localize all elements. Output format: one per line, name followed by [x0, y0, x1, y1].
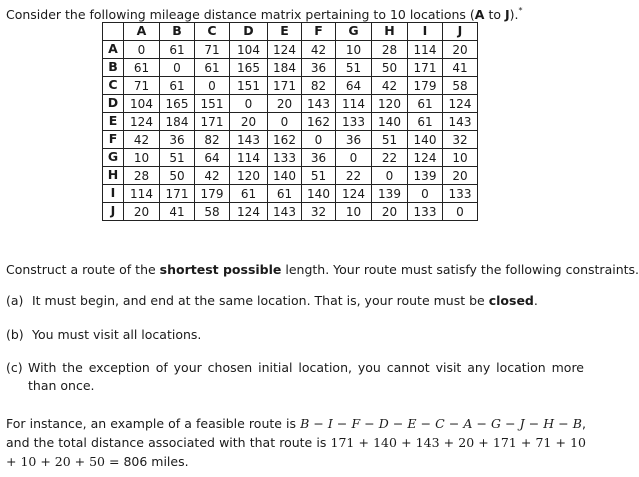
problem-intro: [6, 2, 523, 24]
matrix-cell: 0: [302, 131, 336, 149]
col-header: J: [443, 23, 478, 41]
matrix-cell: 184: [268, 59, 302, 77]
matrix-cell: 10: [124, 149, 160, 167]
matrix-row: [103, 149, 478, 167]
matrix-cell: 124: [124, 113, 160, 131]
constraint-a: [6, 292, 586, 310]
matrix-cell: 104: [230, 41, 268, 59]
matrix-cell: 50: [372, 59, 408, 77]
matrix-cell: 41: [160, 203, 195, 221]
constraint-b: [6, 326, 586, 344]
intro-to: to: [484, 7, 505, 22]
matrix-cell: 143: [443, 113, 478, 131]
matrix-cell: 32: [302, 203, 336, 221]
matrix-cell: 162: [268, 131, 302, 149]
example-sum: 171 + 140 + 143 + 20 + 171 + 71 + 10 + 10 + 20 + 50 =: [6, 435, 586, 469]
constraint-text-end: .: [533, 293, 538, 308]
row-header: B: [103, 59, 124, 77]
matrix-cell: 139: [408, 167, 443, 185]
construct-text-end: length. Your route must satisfy the following constraints.: [281, 262, 639, 277]
matrix-cell: 151: [230, 77, 268, 95]
matrix-cell: 0: [268, 113, 302, 131]
matrix-body: [103, 41, 478, 221]
col-header: C: [195, 23, 230, 41]
matrix-cell: 10: [336, 203, 372, 221]
matrix-cell: 61: [408, 95, 443, 113]
matrix-cell: 124: [336, 185, 372, 203]
matrix-cell: 133: [336, 113, 372, 131]
matrix-cell: 71: [195, 41, 230, 59]
row-header: A: [103, 41, 124, 59]
matrix-cell: 20: [268, 95, 302, 113]
col-header: F: [302, 23, 336, 41]
row-header: D: [103, 95, 124, 113]
matrix-cell: 171: [408, 59, 443, 77]
matrix-cell: 58: [195, 203, 230, 221]
matrix-cell: 36: [302, 149, 336, 167]
matrix-cell: 0: [372, 167, 408, 185]
matrix-cell: 41: [443, 59, 478, 77]
row-header: H: [103, 167, 124, 185]
matrix-cell: 140: [268, 167, 302, 185]
matrix-cell: 42: [302, 41, 336, 59]
matrix-cell: 20: [230, 113, 268, 131]
matrix-cell: 143: [302, 95, 336, 113]
matrix-cell: 171: [268, 77, 302, 95]
matrix-cell: 58: [443, 77, 478, 95]
matrix-cell: 82: [302, 77, 336, 95]
matrix-cell: 114: [124, 185, 160, 203]
matrix-cell: 51: [302, 167, 336, 185]
row-header: J: [103, 203, 124, 221]
matrix-cell: 20: [443, 167, 478, 185]
col-header: D: [230, 23, 268, 41]
example-route-sequence: B − I − F − D − E − C − A − G − J − H − B: [300, 416, 582, 431]
matrix-cell: 133: [443, 185, 478, 203]
matrix-cell: 179: [195, 185, 230, 203]
matrix-cell: 36: [302, 59, 336, 77]
row-header: F: [103, 131, 124, 149]
matrix-cell: 22: [372, 149, 408, 167]
intro-location-a: A: [474, 7, 485, 22]
example-route: [6, 414, 586, 471]
matrix-cell: 20: [443, 41, 478, 59]
matrix-cell: 151: [195, 95, 230, 113]
matrix-cell: 0: [336, 149, 372, 167]
constraint-text: It must begin, and end at the same location. That is, your route must be: [31, 293, 489, 308]
matrix-header-row: [103, 23, 478, 41]
example-text: For instance, an example of a feasible route is: [6, 416, 301, 431]
matrix-cell: 179: [408, 77, 443, 95]
matrix-row: [103, 59, 478, 77]
matrix-cell: 165: [230, 59, 268, 77]
matrix-cell: 120: [372, 95, 408, 113]
matrix-cell: 114: [230, 149, 268, 167]
matrix-cell: 140: [408, 131, 443, 149]
matrix-cell: 42: [124, 131, 160, 149]
matrix-cell: 139: [372, 185, 408, 203]
col-header: I: [408, 23, 443, 41]
matrix-row: [103, 203, 478, 221]
matrix-cell: 36: [336, 131, 372, 149]
col-header: G: [336, 23, 372, 41]
distance-matrix-table: [102, 22, 478, 221]
matrix-cell: 0: [160, 59, 195, 77]
matrix-cell: 140: [372, 113, 408, 131]
matrix-cell: 124: [443, 95, 478, 113]
matrix-cell: 61: [160, 77, 195, 95]
matrix-cell: 64: [195, 149, 230, 167]
row-header: E: [103, 113, 124, 131]
matrix-cell: 61: [268, 185, 302, 203]
matrix-cell: 61: [160, 41, 195, 59]
matrix-cell: 143: [230, 131, 268, 149]
matrix-cell: 51: [336, 59, 372, 77]
construct-bold: shortest possible: [159, 262, 282, 277]
matrix-cell: 32: [443, 131, 478, 149]
matrix-cell: 64: [336, 77, 372, 95]
intro-end: ).: [509, 7, 519, 22]
matrix-cell: 22: [336, 167, 372, 185]
matrix-cell: 10: [443, 149, 478, 167]
matrix-cell: 0: [443, 203, 478, 221]
matrix-row: [103, 41, 478, 59]
matrix-cell: 124: [268, 41, 302, 59]
matrix-cell: 140: [302, 185, 336, 203]
matrix-cell: 51: [160, 149, 195, 167]
constraint-marker: (c): [6, 360, 23, 375]
matrix-cell: 133: [408, 203, 443, 221]
matrix-cell: 71: [124, 77, 160, 95]
matrix-cell: 28: [372, 41, 408, 59]
matrix-cell: 171: [195, 113, 230, 131]
col-header: H: [372, 23, 408, 41]
matrix-cell: 36: [160, 131, 195, 149]
matrix-cell: 124: [230, 203, 268, 221]
example-text-middle: , and the total distance associated with that route is: [6, 416, 586, 450]
intro-text: Consider the following mileage distance matrix pertaining to 10 locations (: [6, 7, 475, 22]
matrix-cell: 0: [230, 95, 268, 113]
matrix-row: [103, 95, 478, 113]
constraint-marker: (b): [6, 327, 24, 342]
matrix-cell: 171: [160, 185, 195, 203]
matrix-cell: 165: [160, 95, 195, 113]
matrix-cell: 114: [408, 41, 443, 59]
matrix-row: [103, 131, 478, 149]
col-header: A: [124, 23, 160, 41]
construct-instruction: [6, 261, 639, 279]
row-header: G: [103, 149, 124, 167]
matrix-cell: 114: [336, 95, 372, 113]
matrix-cell: 51: [372, 131, 408, 149]
matrix-cell: 133: [268, 149, 302, 167]
footnote-mark: *: [518, 6, 523, 15]
matrix-row: [103, 185, 478, 203]
matrix-cell: 120: [230, 167, 268, 185]
construct-text: Construct a route of the: [6, 262, 160, 277]
matrix-cell: 28: [124, 167, 160, 185]
matrix-cell: 184: [160, 113, 195, 131]
matrix-row: [103, 77, 478, 95]
row-header: C: [103, 77, 124, 95]
intro-location-j: J: [504, 7, 510, 22]
matrix-cell: 0: [408, 185, 443, 203]
constraint-bold: closed: [488, 293, 534, 308]
constraint-c: [6, 359, 586, 395]
matrix-cell: 104: [124, 95, 160, 113]
matrix-cell: 0: [124, 41, 160, 59]
matrix-cell: 82: [195, 131, 230, 149]
constraint-text: With the exception of your chosen initial location, you cannot visit any location more than once.: [28, 360, 584, 393]
constraint-text: You must visit all locations.: [31, 327, 202, 342]
col-header: B: [160, 23, 195, 41]
matrix-cell: 50: [160, 167, 195, 185]
matrix-cell: 20: [372, 203, 408, 221]
matrix-cell: 20: [124, 203, 160, 221]
matrix-cell: 124: [408, 149, 443, 167]
matrix-row: [103, 167, 478, 185]
example-total: 806 miles.: [123, 454, 189, 469]
matrix-row: [103, 113, 478, 131]
row-header: I: [103, 185, 124, 203]
matrix-cell: 0: [195, 77, 230, 95]
matrix-cell: 42: [372, 77, 408, 95]
matrix-corner: [103, 23, 124, 41]
col-header: E: [268, 23, 302, 41]
matrix-cell: 61: [230, 185, 268, 203]
matrix-cell: 10: [336, 41, 372, 59]
matrix-cell: 61: [124, 59, 160, 77]
constraint-marker: (a): [6, 293, 24, 308]
distance-matrix: [102, 22, 478, 221]
matrix-cell: 42: [195, 167, 230, 185]
matrix-cell: 61: [195, 59, 230, 77]
matrix-cell: 143: [268, 203, 302, 221]
matrix-cell: 61: [408, 113, 443, 131]
matrix-cell: 162: [302, 113, 336, 131]
